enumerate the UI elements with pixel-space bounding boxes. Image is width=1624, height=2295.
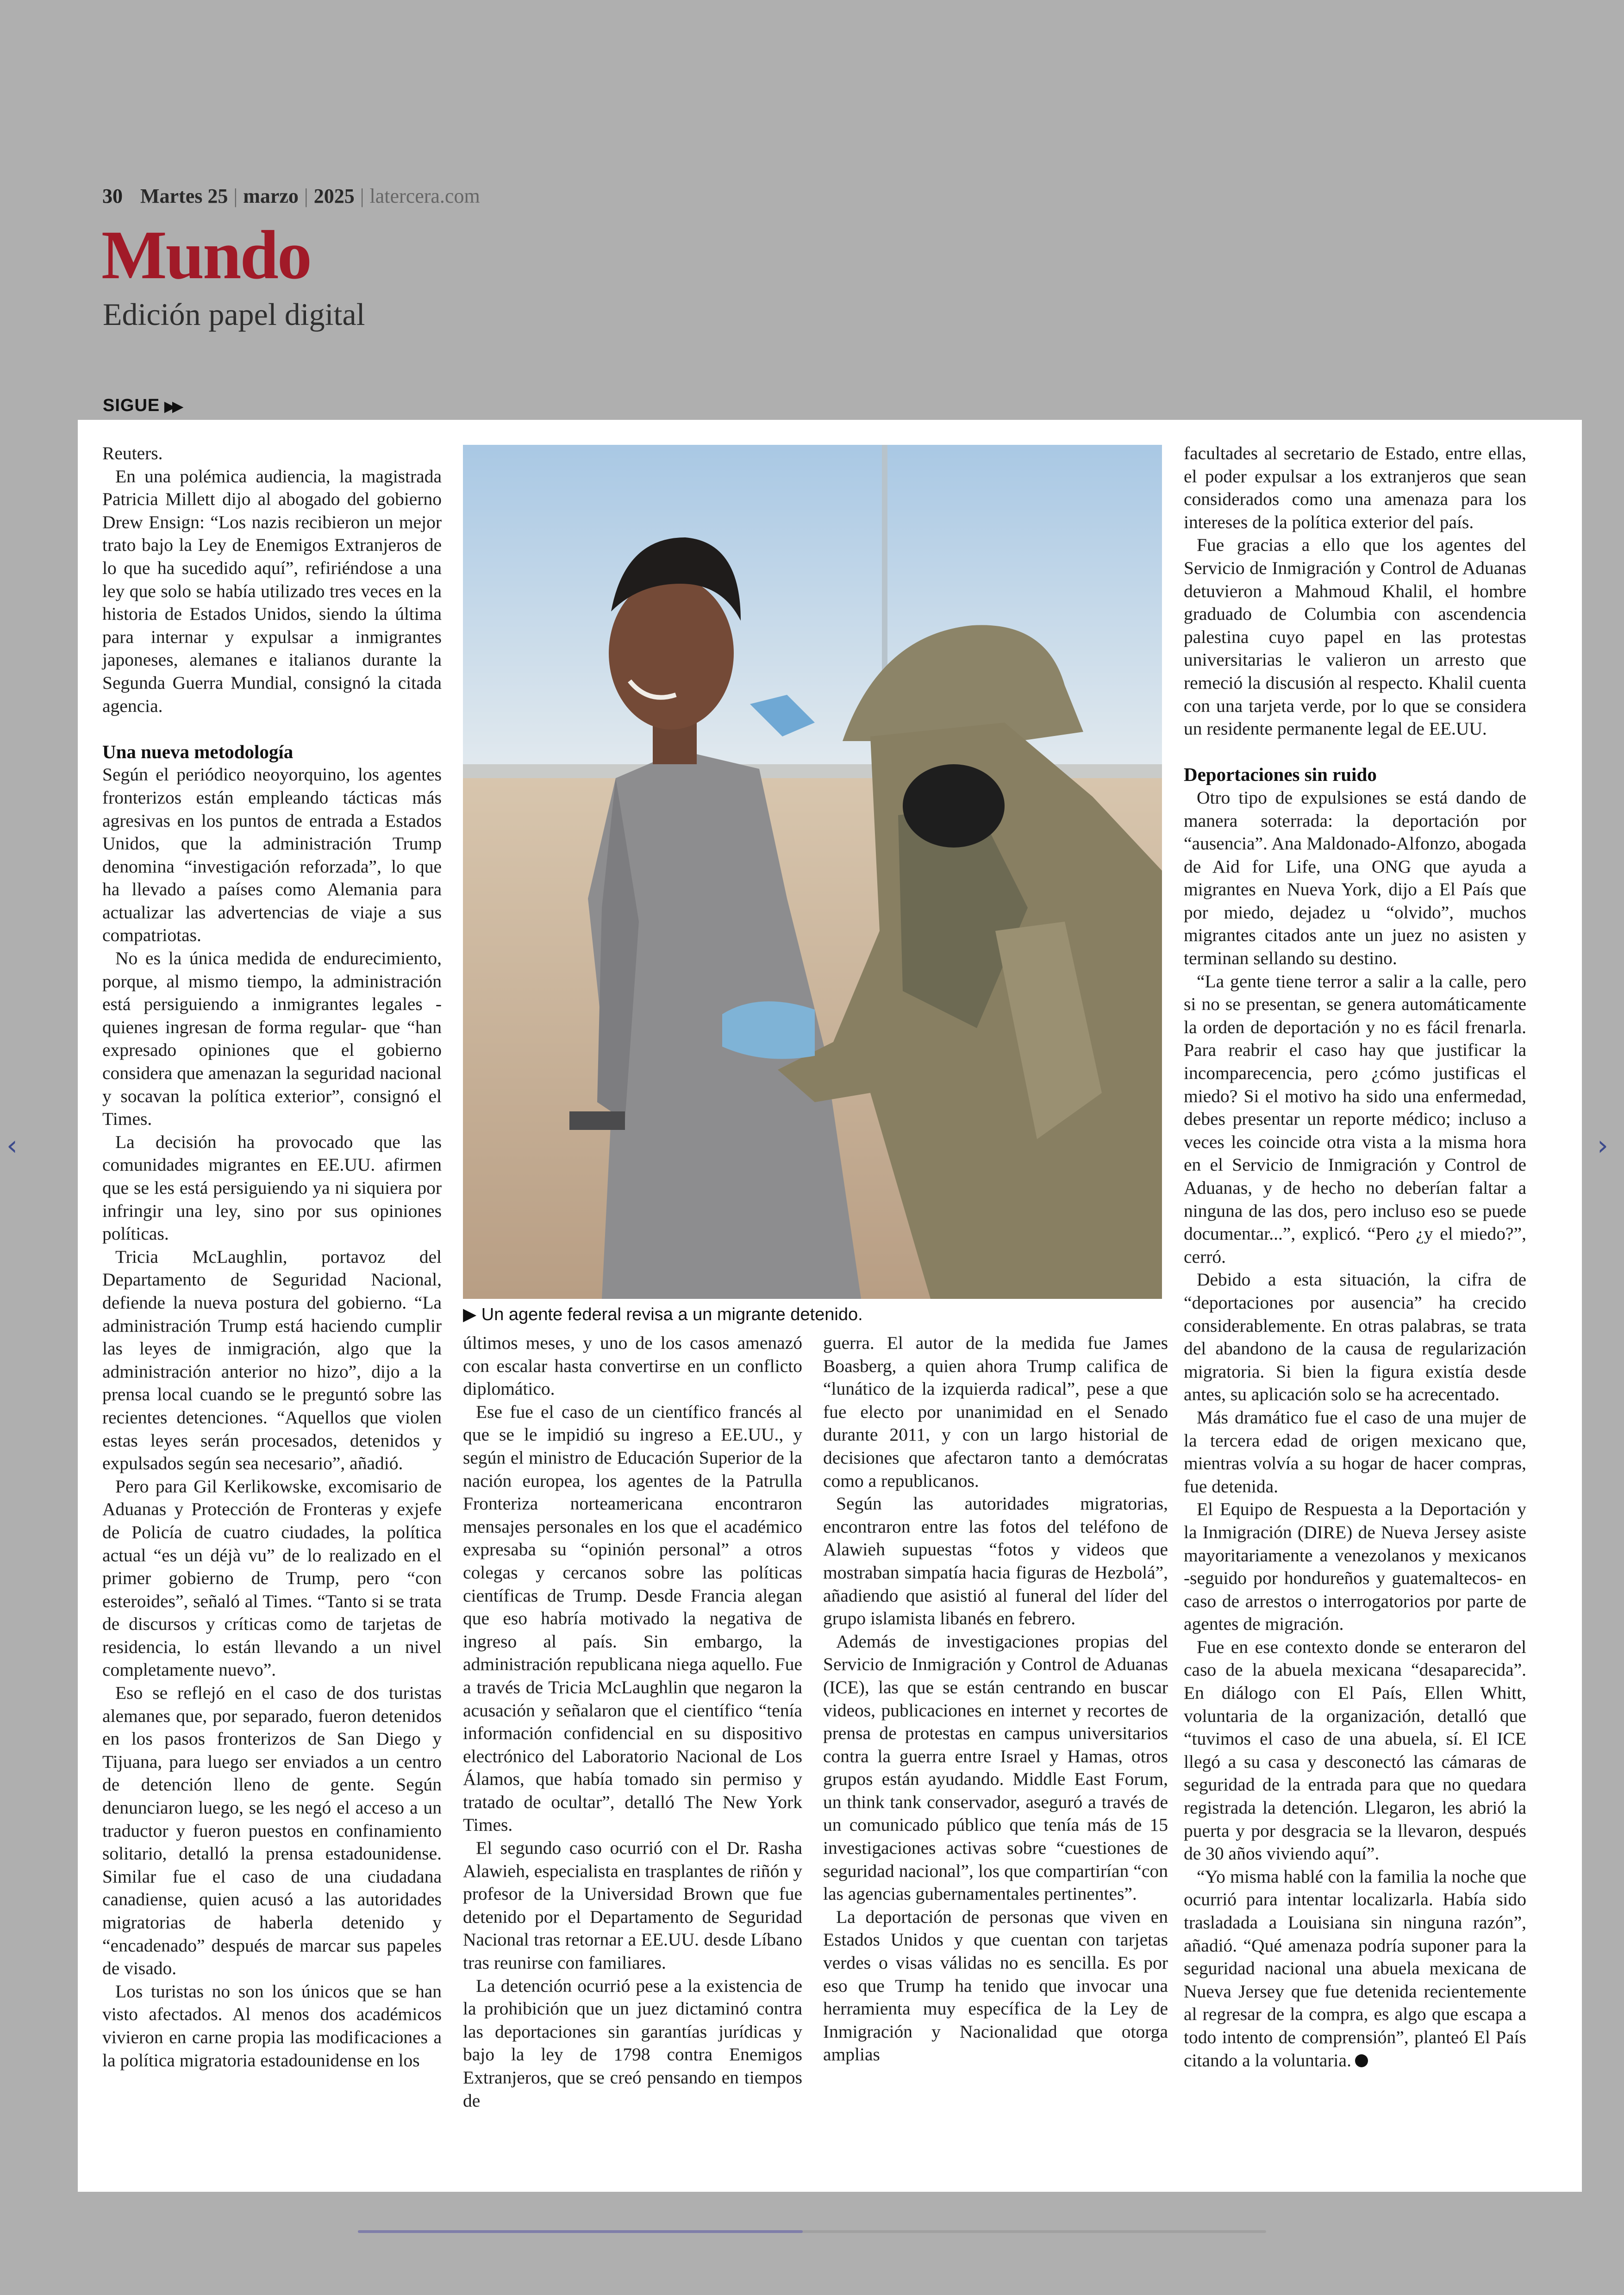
article-column-2 xyxy=(463,1332,802,2112)
paragraph: últimos meses, y uno de los casos amenazó con escalar hasta convertirse en un conflicto diplomático. xyxy=(463,1333,802,1399)
paragraph: Los turistas no son los únicos que se han visto afectados. Al menos dos académicos vivieron en carne propia las modificaciones a la política migratoria estadounidense en los xyxy=(102,1981,442,2070)
paragraph: En una polémica audiencia, la magistrada Patricia Millett dijo al abogado del gobierno Drew Ensign: “Los nazis recibieron un mejor trato bajo la Ley de Enemigos Extranjeros de lo que ha sucedido aquí”, refiriéndose a una ley que solo se había utilizado tres veces en la historia de Estados Unidos, siendo la última para internar y expulsar a inmigrantes japoneses, alemanes e italianos durante la Segunda Guerra Mundial, consignó la citada agencia. xyxy=(102,466,442,716)
reading-progress-bar[interactable] xyxy=(358,2230,1266,2233)
continues-label xyxy=(103,396,180,416)
photo-caption xyxy=(463,1304,863,1325)
date-separator: | xyxy=(233,185,238,207)
caption-text: Un agente federal revisa a un migrante detenido. xyxy=(481,1305,863,1324)
paragraph: Según el periódico neoyorquino, los agentes fronterizos están empleando tácticas más agresivas en los puntos de entrada a Estados Unidos, que la administración Trump denomina “investigación reforzada”, lo que ha llevado a países como Alemania para actualizar las advertencias de viaje a sus compatriotas. xyxy=(102,764,442,946)
newspaper-page xyxy=(78,420,1582,2192)
article-column-3 xyxy=(823,1332,1168,2066)
paragraph xyxy=(1184,1865,1526,2072)
date-day: Martes 25 xyxy=(140,185,228,207)
date-separator: | xyxy=(304,185,308,207)
chevron-left-icon[interactable]: ‹ xyxy=(6,1129,18,1162)
paragraph: Pero para Gil Kerlikowske, excomisario de Aduanas y Protección de Fronteras y exjefe de Policía de cuatro ciudades, la política actual “es un déjà vu” de lo realizado en el primer gobierno de Trump, pero “con esteroides”, señaló al Times. “Tanto si se trata de discursos y críticas como de tarjetas de residencia, lo están llevando a un nivel completamente nuevo”. xyxy=(102,1476,442,1680)
play-triangle-icon: ▶ xyxy=(463,1305,481,1324)
paragraph: guerra. El autor de la medida fue James Boasberg, a quien ahora Trump califica de “lunático de la izquierda radical”, pese a que fue electo por unanimidad en el Senado durante 2011, y con un largo historial de decisiones que afectaron tanto a demócratas como a republicanos. xyxy=(823,1333,1168,1491)
paragraph: La deportación de personas que viven en Estados Unidos y que cuentan con tarjetas verdes o visas válidas no es sencilla. Es por eso que Trump ha tenido que invocar una herramienta muy específica de la Ley de Inmigración y Nacionalidad que otorga amplias xyxy=(823,1906,1168,2065)
paragraph: facultades al secretario de Estado, entre ellas, el poder expulsar a los extranjeros que sean considerados como una amenaza para los intereses de la política exterior del país. xyxy=(1184,443,1526,532)
chevron-right-icon[interactable]: › xyxy=(1597,1129,1608,1162)
article-photo xyxy=(463,445,1162,1299)
paragraph: El Equipo de Respuesta a la Deportación y la Inmigración (DIRE) de Nueva Jersey asiste mayoritariamente a venezolanos y mexicanos -seguido por hondureños y guatemaltecos- en caso de arrestos o interrogatorios por parte de agentes de migración. xyxy=(1184,1499,1526,1634)
paragraph: La decisión ha provocado que las comunidades migrantes en EE.UU. afirmen que se les está persiguiendo ya ni siquiera por infringir una ley, sino por sus opiniones políticas. xyxy=(102,1131,442,1244)
paragraph: Más dramático fue el caso de una mujer de la tercera edad de origen mexicano que, mientras volvía a su hogar de hacer compras, fue detenida. xyxy=(1184,1407,1526,1497)
date-separator: | xyxy=(360,185,364,207)
migrant-detention-photo xyxy=(463,445,1162,1299)
subheading: Una nueva metodología xyxy=(102,741,294,762)
article-column-4 xyxy=(1184,442,1526,2072)
page-number: 30 xyxy=(102,185,123,207)
paragraph: “La gente tiene terror a salir a la calle, pero si no se presentan, se genera automáticamente la orden de deportación y no es fácil frenarla. Para reabrir el caso hay que justificar la incomparecencia, pero ¿cómo justificas el miedo? Si el motivo ha sido una enfermedad, debes presentar un reporte médico; incluso a veces les coincide otra vista a la misma hora en el Servicio de Inmigración y Control de Aduanas, y de hecho no deberían faltar a ninguna de las dos, pero incluso eso se puede documentar...”, explicó. “Pero ¿y el miedo?”, cerró. xyxy=(1184,971,1526,1267)
double-play-icon: ▶▶ xyxy=(164,399,181,414)
continues-text: SIGUE xyxy=(103,396,160,415)
page-header-line xyxy=(102,184,480,208)
paragraph: Tricia McLaughlin, portavoz del Departamento de Seguridad Nacional, defiende la nueva postura del gobierno. “La administración Trump está haciendo cumplir las leyes de inmigración, algo que la administración anterior no hizo”, dijo a la prensa local cuando se le preguntó sobre las recientes detenciones. “Aquellos que violen estas leyes serán procesados, detenidos y expulsados según sea necesario”, añadió. xyxy=(102,1246,442,1474)
section-title: Mundo xyxy=(101,217,311,293)
section-subtitle: Edición papel digital xyxy=(103,297,365,332)
paragraph: Ese fue el caso de un científico francés al que se le impidió su ingreso a EE.UU., y según el ministro de Educación Superior de la nación europea, los agentes de la Patrulla Fronteriza norteamericana encontraron mensajes personales en los que el académico expresaba su “opinión personal” a otros colegas y cercanos sobre las políticas científicas de Trump. Desde Francia alegan que eso habría motivado la negativa de ingreso al país. Sin embargo, la administración republicana niega aquello. Fue a través de Tricia McLaughlin que negaron la acusación y señalaron que el científico “tenía información confidencial en su dispositivo electrónico del Laboratorio Nacional de Los Álamos, que había tomado sin permiso y tratado de ocultar”, detalló The New York Times. xyxy=(463,1401,802,1835)
subheading: Deportaciones sin ruido xyxy=(1184,764,1377,786)
date-month: marzo xyxy=(243,185,299,207)
paragraph: Fue gracias a ello que los agentes del Servicio de Inmigración y Control de Aduanas detuvieron a Mahmoud Khalil, el hombre graduado de Columbia con ascendencia palestina cuyo papel en las protestas universitarias le valieron un arresto que remeció la discusión al respecto. Khalil cuenta con una tarjeta verde, por lo que se considera un residente permanente legal de EE.UU. xyxy=(1184,535,1526,739)
end-mark-icon xyxy=(1355,2054,1368,2067)
paragraph: La detención ocurrió pese a la existencia de la prohibición que un juez dictaminó contra las deportaciones sin garantías jurídicas y bajo la ley de 1798 contra Enemigos Extranjeros, que se creó pensando en tiempos de xyxy=(463,1975,802,2111)
paragraph: Otro tipo de expulsiones se está dando de manera soterrada: la deportación por “ausencia”. Ana Maldonado-Alfonzo, abogada de Aid for Life, una ONG que ayuda a migrantes en Nueva York, dijo a El País que por miedo, dejadez u “olvido”, muchos migrantes citados ante un juez no asisten y terminan sellando su destino. xyxy=(1184,787,1526,969)
article-column-1 xyxy=(102,442,442,2072)
paragraph: No es la única medida de endurecimiento, porque, al mismo tiempo, la administración está persiguiendo a inmigrantes legales -quienes ingresan de forma regular- que “han expresado opiniones que el gobierno considera que amenazan la seguridad nacional y socavan la política exterior”, consignó el Times. xyxy=(102,948,442,1129)
paragraph: Además de investigaciones propias del Servicio de Inmigración y Control de Aduanas (ICE), las que se están centrando en buscar videos, publicaciones en internet y recortes de prensa de protestas en campus universitarios contra la guerra entre Israel y Hamas, otros grupos están ayudando. Middle East Forum, un think tank conservador, aseguró a través de un comunicado público que tenía más de 15 investigaciones activas sobre “cuestiones de seguridad nacional”, los que compartirían “con las agencias gubernamentales pertinentes”. xyxy=(823,1631,1168,1904)
paragraph: Reuters. xyxy=(102,443,163,463)
site-link[interactable]: latercera.com xyxy=(369,185,480,207)
date-year: 2025 xyxy=(313,185,355,207)
paragraph-text: “Yo misma hablé con la familia la noche que ocurrió para intentar localizarla. Había sido trasladada a Louisiana sin ninguna razón”, añadió. “Qué amenaza podría suponer para la seguridad nacional una abuela mexicana de Nueva Jersey que fue detenida recientemente al regresar de la compra, es algo que escapa a todo intento de comprensión”, planteó El País citando a la voluntaria. xyxy=(1184,1866,1526,2070)
paragraph: Debido a esta situación, la cifra de “deportaciones por ausencia” ha crecido considerablemente. En otras palabras, se trata del abandono de la causa de regularización migratoria. Si bien la figura existía desde antes, su aplicación solo se ha acrecentado. xyxy=(1184,1269,1526,1405)
paragraph: Eso se reflejó en el caso de dos turistas alemanes que, por separado, fueron detenidos en los pasos fronterizos de San Diego y Tijuana, para luego ser enviados a un centro de detención lleno de gente. Según denunciaron luego, se les negó el acceso a un traductor y fueron puestos en confinamiento solitario, detalló la prensa estadounidense. Similar fue el caso de una ciudadana canadiense, quien acusó a las autoridades migratorias de haberla detenido y “encadenado” después de marcar sus papeles de visado. xyxy=(102,1683,442,1979)
paragraph: El segundo caso ocurrió con el Dr. Rasha Alawieh, especialista en trasplantes de riñón y profesor de la Universidad Brown que fue detenido por el Departamento de Seguridad Nacional tras retornar a EE.UU. desde Líbano tras reunirse con familiares. xyxy=(463,1838,802,1973)
paragraph: Fue en ese contexto donde se enteraron del caso de la abuela mexicana “desaparecida”. En diálogo con El País, Ellen Whitt, voluntaria de la organización, detalló que “tuvimos el caso de una abuela, sí. El ICE llegó a su casa y desconectó las cámaras de seguridad de la entrada para que no quedara registrada la detención. Llegaron, les abrió la puerta y por desgracia se la llevaron, después de 30 años viviendo aquí”. xyxy=(1184,1636,1526,1864)
reading-progress-fill xyxy=(358,2230,803,2233)
paragraph: Según las autoridades migratorias, encontraron entre las fotos del teléfono de Alawieh supuestas “fotos y videos que mostraban simpatía hacia figuras de Hezbolá”, añadiendo que asistió al funeral del líder del grupo islamista libanés en febrero. xyxy=(823,1493,1168,1629)
